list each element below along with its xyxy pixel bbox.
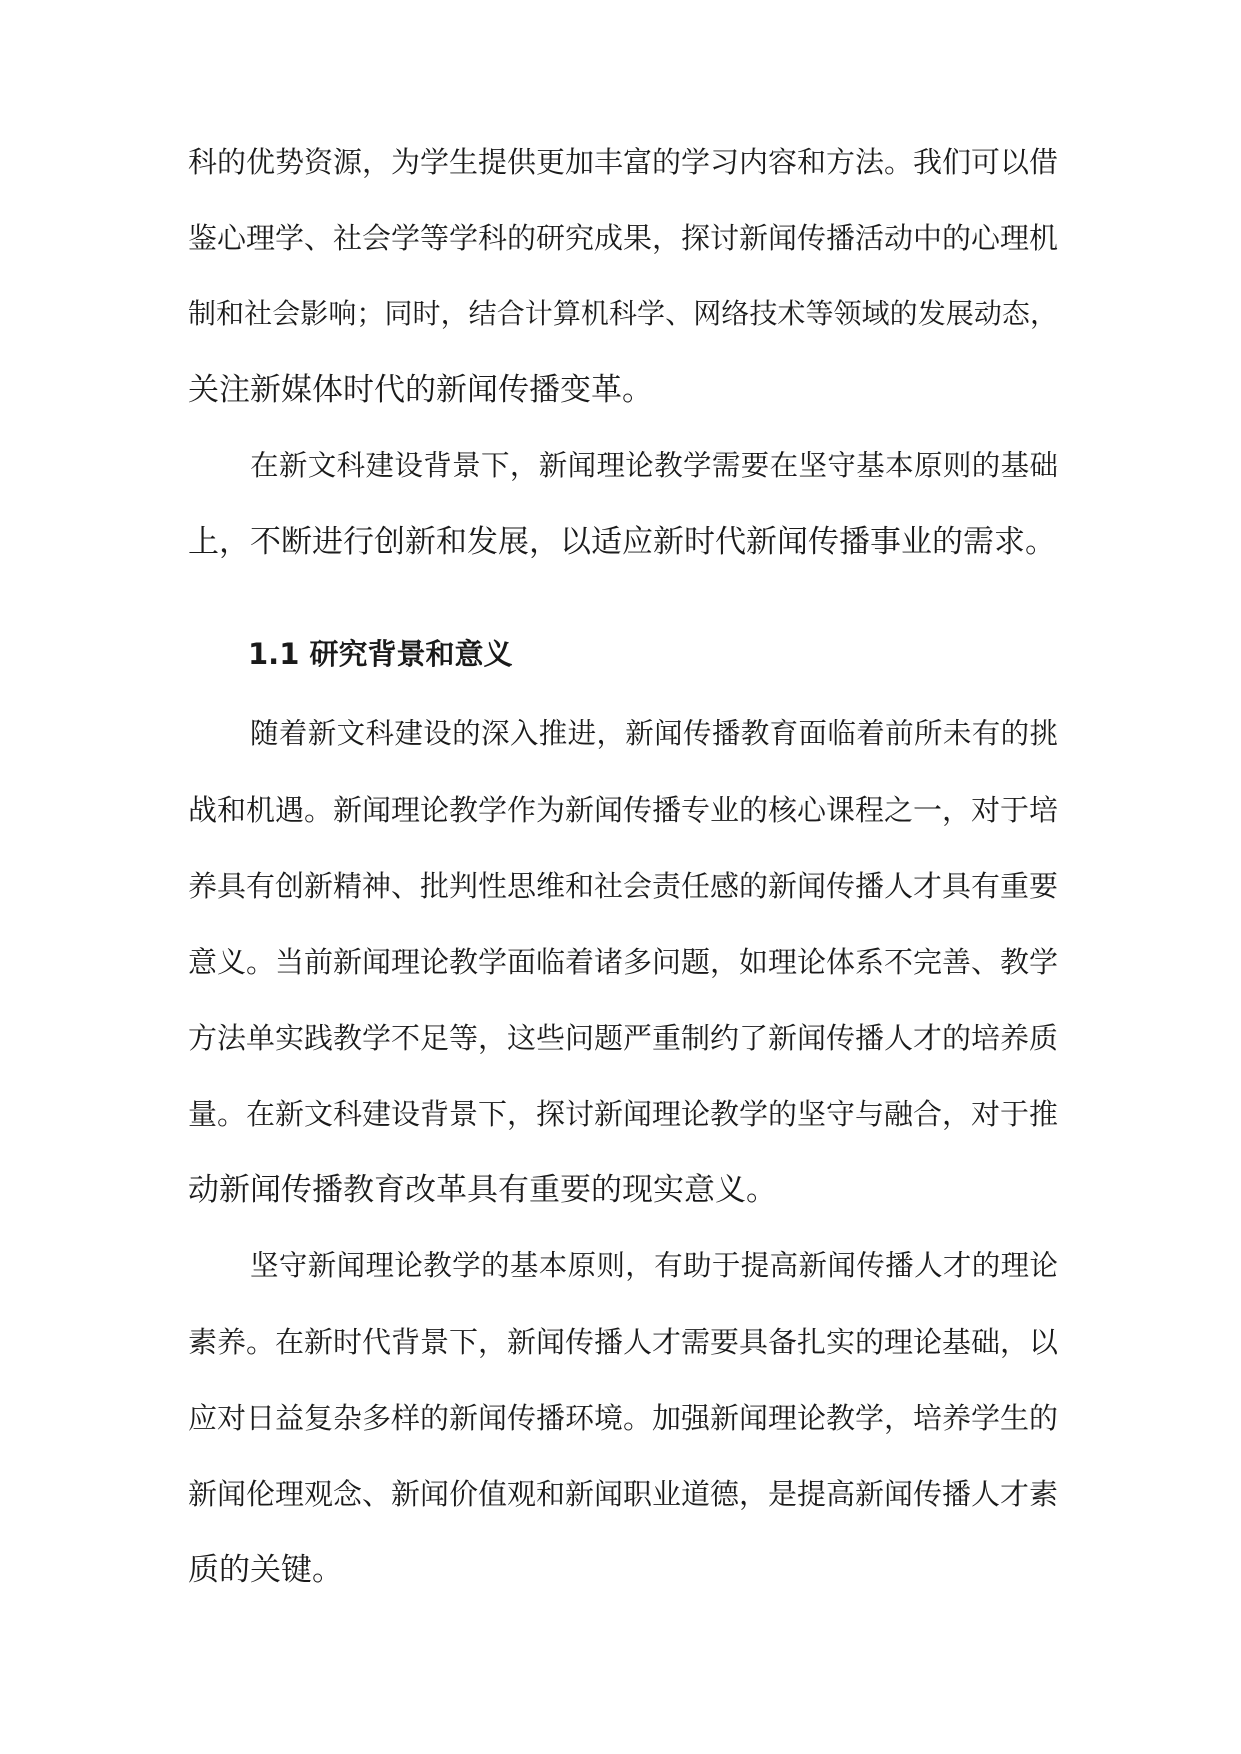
paragraph-3-line-1: 随着新文科建设的深入推进，新闻传播教育面临着前所未有的挑	[250, 717, 1058, 750]
section-heading: 1.1 研究背景和意义	[248, 637, 513, 671]
paragraph-1-line-4: 关注新媒体时代的新闻传播变革。	[188, 372, 653, 408]
paragraph-3-line-6: 量。在新文科建设背景下，探讨新闻理论教学的坚守与融合，对于推	[188, 1097, 1059, 1131]
paragraph-2-line-1: 在新文科建设背景下，新闻理论教学需要在坚守基本原则的基础	[250, 449, 1058, 482]
paragraph-3-line-2: 战和机遇。新闻理论教学作为新闻传播专业的核心课程之一，对于培	[188, 793, 1059, 827]
paragraph-3-line-4: 意义。当前新闻理论教学面临着诸多问题，如理论体系不完善、教学	[188, 945, 1059, 979]
paragraph-3-line-7: 动新闻传播教育改革具有重要的现实意义。	[188, 1172, 777, 1208]
paragraph-3-line-5: 方法单实践教学不足等，这些问题严重制约了新闻传播人才的培养质	[188, 1021, 1059, 1055]
paragraph-4-line-4: 新闻伦理观念、新闻价值观和新闻职业道德，是提高新闻传播人才素	[188, 1477, 1059, 1511]
paragraph-1-line-2: 鉴心理学、社会学等学科的研究成果，探讨新闻传播活动中的心理机	[188, 221, 1059, 255]
paragraph-1-line-1: 科的优势资源，为学生提供更加丰富的学习内容和方法。我们可以借	[188, 145, 1059, 179]
paragraph-4-line-2: 素养。在新时代背景下，新闻传播人才需要具备扎实的理论基础，以	[188, 1325, 1059, 1359]
paragraph-2-line-2: 上，不断进行创新和发展，以适应新时代新闻传播事业的需求。	[188, 524, 1056, 560]
paragraph-1-line-3: 制和社会影响；同时，结合计算机科学、网络技术等领域的发展动态，	[188, 297, 1058, 330]
paragraph-3-line-3: 养具有创新精神、批判性思维和社会责任感的新闻传播人才具有重要	[188, 869, 1059, 903]
paragraph-4-line-3: 应对日益复杂多样的新闻传播环境。加强新闻理论教学，培养学生的	[188, 1401, 1059, 1435]
paragraph-4-line-5: 质的关键。	[188, 1552, 343, 1588]
paragraph-4-line-1: 坚守新闻理论教学的基本原则，有助于提高新闻传播人才的理论	[250, 1249, 1058, 1282]
